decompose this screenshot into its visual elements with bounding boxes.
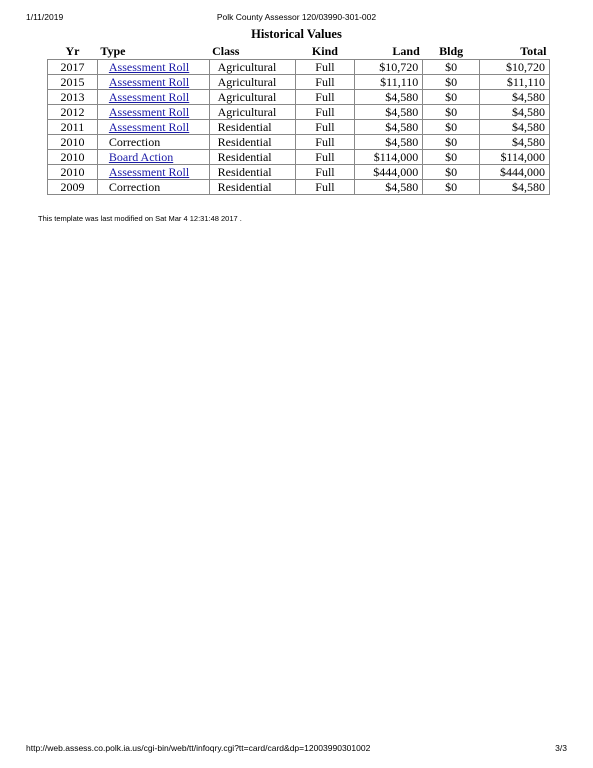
column-header-bldg: Bldg — [439, 44, 464, 58]
print-date: 1/11/2019 — [26, 12, 64, 22]
section-title-historical-values: Historical Values — [251, 27, 342, 41]
cell-kind: Full — [295, 180, 355, 195]
cell-class: Residential — [209, 180, 295, 195]
cell-kind: Full — [295, 105, 355, 120]
table-row — [48, 105, 550, 120]
cell-bldg: $0 — [423, 90, 480, 105]
cell-year: 2011 — [48, 120, 98, 135]
type-link[interactable]: Assessment Roll — [108, 120, 190, 134]
template-modified-note: This template was last modified on Sat Mar 4 12:31:48 2017 . — [38, 214, 242, 223]
column-header-class: Class — [212, 44, 240, 58]
cell-year: 2010 — [48, 135, 98, 150]
cell-bldg: $0 — [423, 120, 480, 135]
cell-kind: Full — [295, 60, 355, 75]
print-footer-url: http://web.assess.co.polk.ia.us/cgi-bin/web/tt/infoqry.cgi?tt=card/card&dp=12003990301002 — [26, 743, 371, 753]
historical-values-table — [47, 44, 550, 195]
cell-kind: Full — [295, 150, 355, 165]
table-row — [48, 90, 550, 105]
cell-type — [97, 150, 209, 165]
cell-kind: Full — [295, 135, 355, 150]
cell-type: Correction — [97, 180, 209, 195]
cell-type — [97, 75, 209, 90]
table-row — [48, 135, 550, 150]
cell-land: $444,000 — [355, 165, 423, 180]
cell-type — [97, 90, 209, 105]
cell-total: $4,580 — [480, 105, 550, 120]
cell-class: Residential — [209, 165, 295, 180]
type-link[interactable]: Board Action — [108, 150, 174, 164]
print-page-number: 3/3 — [555, 743, 567, 753]
cell-bldg: $0 — [423, 165, 480, 180]
column-header-yr: Yr — [65, 44, 80, 58]
cell-year: 2017 — [48, 60, 98, 75]
cell-land: $4,580 — [355, 180, 423, 195]
cell-land: $4,580 — [355, 105, 423, 120]
cell-bldg: $0 — [423, 75, 480, 90]
cell-total: $4,580 — [480, 135, 550, 150]
cell-total: $114,000 — [480, 150, 550, 165]
cell-land: $4,580 — [355, 135, 423, 150]
cell-total: $444,000 — [480, 165, 550, 180]
cell-bldg: $0 — [423, 180, 480, 195]
cell-land: $114,000 — [355, 150, 423, 165]
column-header-kind: Kind — [311, 44, 338, 58]
cell-total: $11,110 — [480, 75, 550, 90]
table-row — [48, 75, 550, 90]
cell-kind: Full — [295, 120, 355, 135]
cell-total: $4,580 — [480, 180, 550, 195]
cell-year: 2015 — [48, 75, 98, 90]
cell-bldg: $0 — [423, 105, 480, 120]
cell-class: Residential — [209, 150, 295, 165]
type-link[interactable]: Assessment Roll — [108, 60, 190, 74]
table-row — [48, 120, 550, 135]
table-row — [48, 150, 550, 165]
cell-kind: Full — [295, 75, 355, 90]
cell-land: $11,110 — [355, 75, 423, 90]
type-link[interactable]: Assessment Roll — [108, 105, 190, 119]
cell-type — [97, 105, 209, 120]
table-row — [48, 180, 550, 195]
cell-bldg: $0 — [423, 60, 480, 75]
cell-total: $10,720 — [480, 60, 550, 75]
type-link[interactable]: Assessment Roll — [108, 90, 190, 104]
cell-year: 2010 — [48, 165, 98, 180]
cell-year: 2012 — [48, 105, 98, 120]
cell-class: Agricultural — [209, 105, 295, 120]
cell-total: $4,580 — [480, 90, 550, 105]
cell-land: $4,580 — [355, 90, 423, 105]
cell-land: $4,580 — [355, 120, 423, 135]
cell-bldg: $0 — [423, 135, 480, 150]
cell-kind: Full — [295, 90, 355, 105]
cell-total: $4,580 — [480, 120, 550, 135]
type-link[interactable]: Assessment Roll — [108, 165, 190, 179]
type-link[interactable]: Assessment Roll — [108, 75, 190, 89]
table-row — [48, 60, 550, 75]
print-header-title: Polk County Assessor 120/03990-301-002 — [216, 12, 377, 22]
cell-kind: Full — [295, 165, 355, 180]
cell-type — [97, 60, 209, 75]
cell-bldg: $0 — [423, 150, 480, 165]
cell-class: Residential — [209, 135, 295, 150]
cell-class: Agricultural — [209, 90, 295, 105]
cell-class: Agricultural — [209, 60, 295, 75]
cell-class: Residential — [209, 120, 295, 135]
column-header-type: Type — [100, 44, 126, 58]
column-header-land: Land — [392, 44, 420, 58]
cell-class: Agricultural — [209, 75, 295, 90]
cell-type — [97, 165, 209, 180]
table-header-row — [48, 44, 550, 60]
table-body — [48, 60, 550, 195]
cell-year: 2010 — [48, 150, 98, 165]
cell-year: 2013 — [48, 90, 98, 105]
cell-year: 2009 — [48, 180, 98, 195]
cell-land: $10,720 — [355, 60, 423, 75]
cell-type — [97, 120, 209, 135]
cell-type: Correction — [97, 135, 209, 150]
table-row — [48, 165, 550, 180]
column-header-total: Total — [520, 44, 547, 58]
